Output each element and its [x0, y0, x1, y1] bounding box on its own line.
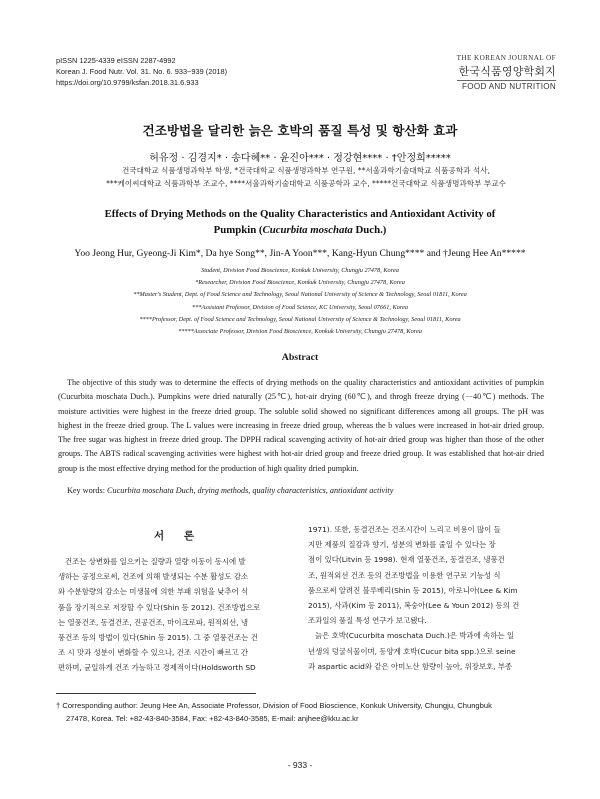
affiliation-line: **Master's Student, Dept. of Food Science and Technology, Seoul National University of Science & Technology, Seoul 01811, Korea	[133, 291, 467, 299]
korean-authors: 허유정 · 김경지* · 송다혜** · 윤진아*** · 정강현**** · †안정희*****	[149, 153, 451, 164]
text-line: 과 aspartic acid와 같은 아미노산 함량이 높아, 위장보호, 부종	[308, 661, 513, 671]
footnote-line: † Corresponding author: Jeung Hee An, Associate Professor, Division of Food Bioscience, Konkuk University, Chungju, Chungbuk	[56, 701, 492, 710]
journal-header-info	[56, 55, 227, 88]
korean-title: 건조방법을 달리한 늙은 호박의 품질 특성 및 항산화 효과	[142, 123, 458, 138]
text-line: 조 시 맛과 성분이 변화할 수 있으나, 건조 시간이 빠르고 간	[58, 648, 249, 658]
text-line: 풍건조 등의 방법이 있다(Shin 등 2015). 그 중 열풍건조는 건	[58, 633, 258, 643]
left-column-text	[58, 554, 296, 676]
text-line: 1971). 또한, 동결건조는 건조시간이 느리고 비용이 많이 들	[308, 525, 501, 534]
text-line: 늙은 호박(Cucurbita moschata Duch.)은 박과에 속하는 일	[315, 631, 515, 641]
text-line: 년생의 덩굴식물이며, 동양계 호박(Cucur bita spp.)으로 seine	[308, 646, 516, 656]
footnote-divider	[56, 693, 256, 694]
issn-line: pISSN 1225-4339 eISSN 2287-4992	[56, 56, 176, 65]
page-number: - 933 -	[287, 760, 313, 770]
doi-link[interactable]: https://doi.org/10.9799/ksfan.2018.31.6.933	[56, 78, 199, 87]
text-line: 조과일의 품질 특성 연구가 보고됐다.	[308, 616, 427, 626]
abstract-body: The objective of this study was to determine the effects of drying methods on the quality characteristics and antioxidant activities of pumpkin (Cucurbita moschata Duch.). Pumpkins were dried naturally (25℃), hot-air drying (60℃), and throgh freeze drying (－40℃) methods. The moisture activities were highest in the freeze dried group. The soluble solid showed no significant differences among all groups. The pH was highest in the freeze dried group. The L values were increasing in freeze dried group, whereas the b values were increased in hot-air dried group. The free sugar was highest in freeze dried group. The DPPH radical scavenging activity of hot-air dried group was higher than those of the other groups. The ABTS radical scavenging activities were highest with hot-air dried group and freeze dried group. It was established that hot-air dried group is the most effective drying method for the production of high quality dried pumpkin.	[58, 378, 544, 473]
affiliation-line: Student, Division Food Bioscience, Konkuk University, Chungju 27478, Korea	[201, 267, 399, 274]
journal-logo-korean: 한국식품영양학회지	[458, 65, 556, 78]
text-line: 조, 원적외선 건조 등의 건조방법을 이용한 연구로 기능성 식	[308, 570, 501, 580]
text-line: 와 수분함량의 감소는 미생물에 의한 부패 위험을 낮추어 식	[58, 587, 249, 597]
title-text: Duch.)	[352, 223, 387, 236]
text-line: 품으로써 알려진 블루베리(Shin 등 2015), 아로니아(Lee & Kim	[308, 585, 518, 595]
title-text: Pumpkin (	[213, 223, 263, 236]
english-title-line-1: Effects of Drying Methods on the Quality Characteristics and Antioxidant Activity of	[104, 208, 496, 220]
journal-logo-english: THE KOREAN JOURNAL OF	[456, 54, 556, 62]
affiliation-line: ***Assistant Professor, Division of Food Science, KC University, Seoul 07661, Korea	[191, 303, 409, 311]
english-affiliations	[40, 265, 560, 338]
affiliation-line: ****Professor, Dept. of Food Science and Technology, Seoul National University of Science & Technology, Seoul 01811, Korea	[139, 315, 461, 323]
text-line: 생하는 공정으로써, 건조에 의해 발생되는 수분 활성도 감소	[58, 572, 249, 582]
korean-affiliation-line: 건국대학교 식품생명과학부 학생, *건국대학교 식품생명과학부 연구원, **서울과학기술대학교 식품공학과 석사,	[121, 166, 491, 175]
right-column-text	[308, 522, 548, 674]
corresponding-author-footnote	[56, 700, 546, 725]
english-title	[60, 207, 540, 238]
footnote-line: 27478, Korea. Tel: +82-43-840-3584, Fax: +82-43-840-3585, E-mail: anjhee@kku.ac.kr	[66, 713, 359, 723]
text-line: 품을 장기적으로 저장할 수 있다(Shin 등 2012). 건조방법으로	[58, 602, 261, 612]
text-line: 건조는 상변화를 일으키는 질량과 열량 이동이 동시에 발	[65, 557, 246, 566]
text-line: 편하며, 균일하게 건조 가능하고 경제적이다(Holdsworth SD	[58, 663, 256, 673]
text-line: 2015), 사과(Kim 등 2011), 복숭아(Lee & Youn 2012) 등의 건	[308, 601, 520, 611]
journal-logo-subtitle: FOOD AND NUTRITION	[457, 80, 556, 91]
affiliation-line: *Researcher, Division Food Bioscience, Konkuk University, Chungju 27478, Korea	[195, 279, 405, 287]
korean-affiliation-line: ***케이씨대학교 식품과학부 조교수, ****서울과학기술대학교 식품공학과 교수, *****건국대학교 식품생명과학부 부교수	[106, 179, 506, 188]
citation-line: Korean J. Food Nutr. Vol. 31. No. 6. 933~939 (2018)	[56, 67, 228, 76]
title-species: Cucurbita moschata	[262, 223, 353, 236]
journal-logo	[457, 54, 556, 91]
affiliation-line: *****Associate Professor, Division Food Bioscience, Konkuk University, Chungju 27478, Korea	[178, 328, 422, 336]
text-line: 점이 있다(Litvin 등 1998). 현재 열풍건조, 동결건조, 냉풍건	[308, 555, 505, 565]
keywords-list: Cucurbita moschata Duch, drying methods, quality characteristics, antioxidant activity	[107, 486, 394, 495]
abstract-heading: Abstract	[281, 352, 319, 363]
text-line: 는 열풍건조, 동결건조, 진공건조, 마이크로파, 원적외선, 냉	[58, 617, 249, 627]
english-title-line-2	[60, 223, 540, 239]
text-line: 지만 제품의 질감과 향기, 성분의 변화를 줄일 수 있다는 장	[308, 540, 496, 550]
korean-affiliations	[56, 164, 556, 190]
english-authors: Yoo Jeong Hur, Gyeong-Ji Kim*, Da hye Song**, Jin-A Yoon***, Kang-Hyun Chung**** and †Jeung Hee An*****	[74, 248, 526, 259]
keywords	[67, 486, 547, 495]
keywords-label: Key words:	[67, 486, 105, 495]
introduction-heading: 서 론	[154, 530, 202, 542]
